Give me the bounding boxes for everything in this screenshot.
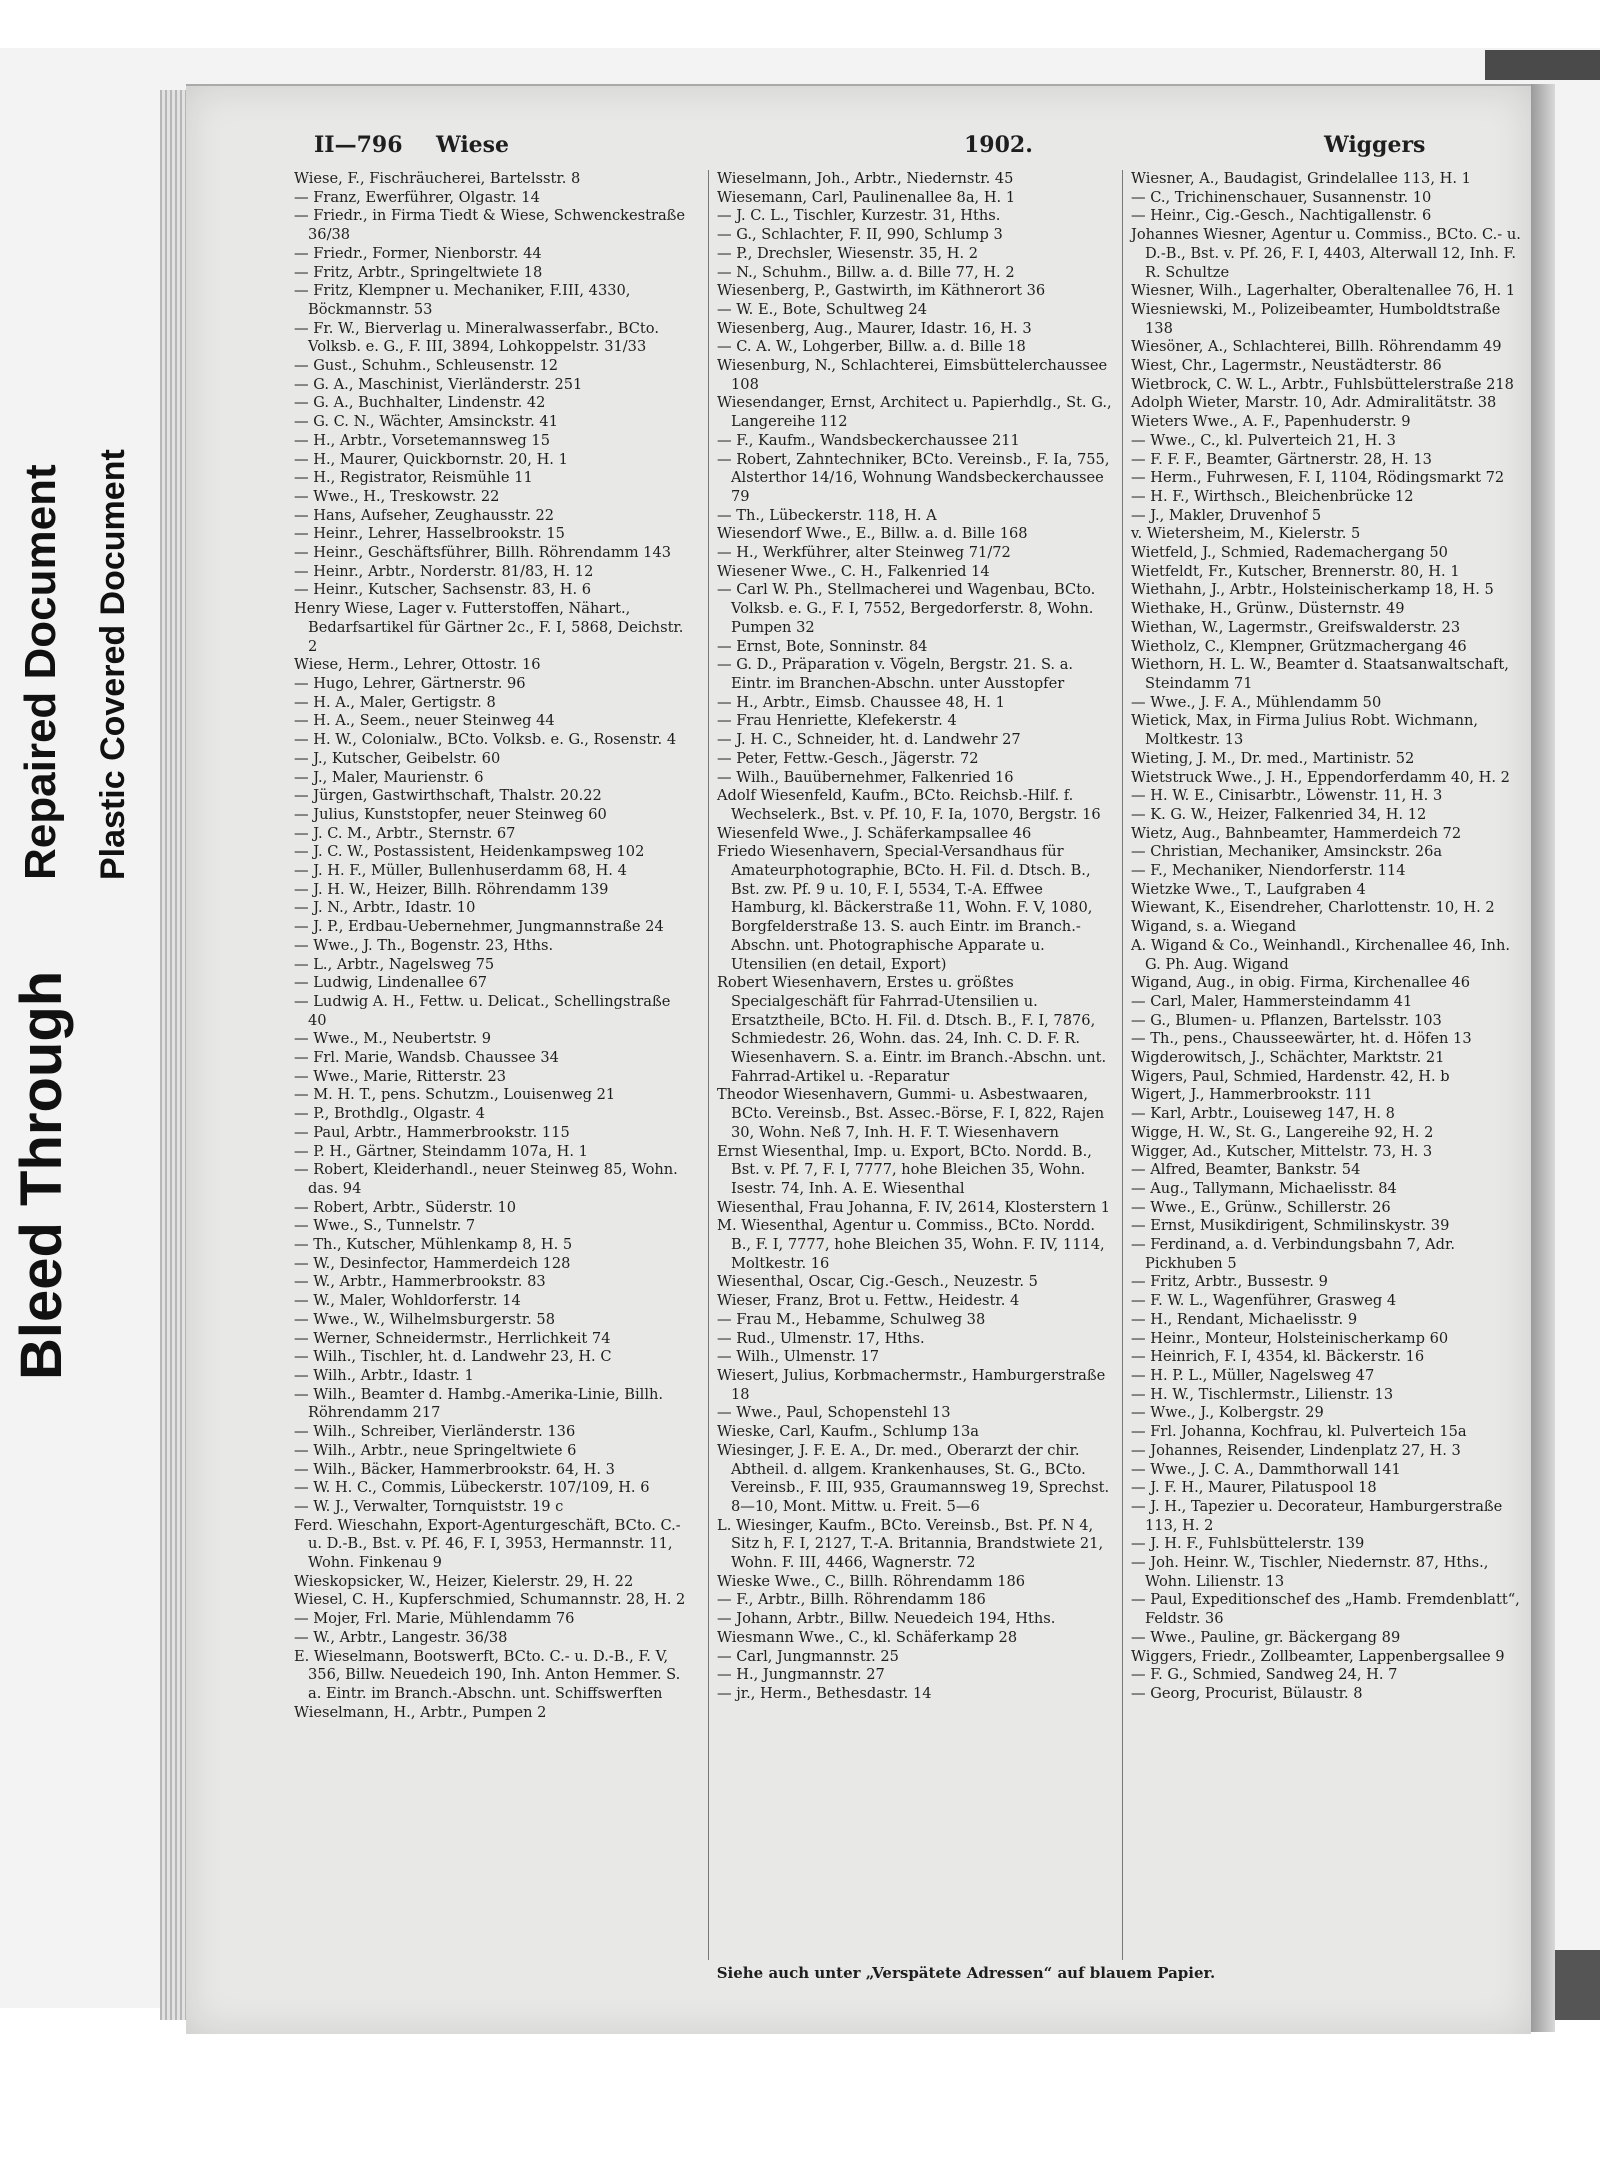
directory-entry: A. Wigand & Co., Weinhandl., Kirchenallee 46, Inh. G. Ph. Aug. Wigand [1131,936,1510,973]
directory-entry: — J., Makler, Druvenhof 5 [1131,506,1322,524]
directory-entry: — Franz, Ewerführer, Olgastr. 14 [294,188,540,206]
directory-entry: L. Wiesinger, Kaufm., BCto. Vereinsb., Bst. Pf. N 4, Sitz h, F. I, 2127, T.-A. Britannia, Brandstwiete 21, Wohn. F. III, 4466, Wagnerstr. 72 [717,1516,1104,1572]
directory-entry: Wietz, Aug., Bahnbeamter, Hammerdeich 72 [1131,824,1462,842]
directory-entry: — P. H., Gärtner, Steindamm 107a, H. 1 [294,1142,588,1160]
directory-entry: — J. F. H., Maurer, Pilatuspool 18 [1131,1479,1377,1497]
directory-entry: — J. N., Arbtr., Idastr. 10 [294,899,476,917]
directory-entry: — Werner, Schneidermstr., Herrlichkeit 74 [294,1329,611,1347]
directory-entry: — Aug., Tallymann, Michaelisstr. 84 [1131,1179,1397,1197]
directory-entry: Wiggers, Friedr., Zollbeamter, Lappenbergsallee 9 [1131,1647,1505,1665]
directory-entry: — Alfred, Beamter, Bankstr. 54 [1131,1161,1361,1179]
directory-entry: — H., Maurer, Quickbornstr. 20, H. 1 [294,450,568,468]
directory-entry: Wietfeldt, Fr., Kutscher, Brennerstr. 80, H. 1 [1131,562,1460,580]
directory-entry: — W., Arbtr., Langestr. 36/38 [294,1628,508,1646]
directory-entry: — Peter, Fettw.-Gesch., Jägerstr. 72 [717,749,979,767]
directory-entry: — J. H. F., Fuhlsbüttelerstr. 139 [1131,1535,1365,1553]
directory-entry: Wiese, Herm., Lehrer, Ottostr. 16 [294,656,541,674]
directory-entry: Wieskopsicker, W., Heizer, Kielerstr. 29, H. 22 [294,1572,634,1590]
directory-entry: Wieser, Franz, Brot u. Fettw., Heidestr. 4 [717,1292,1020,1310]
directory-entry: — Wilh., Beamter d. Hambg.-Amerika-Linie, Billh. Röhrendamm 217 [294,1385,664,1422]
directory-entry: Wiesner, Wilh., Lagerhalter, Oberaltenallee 76, H. 1 [1131,282,1516,300]
directory-entry: — Wwe., Paul, Schopenstehl 13 [717,1404,951,1422]
directory-entry: Wigand, Aug., in obig. Firma, Kirchenallee 46 [1131,974,1471,992]
directory-entry: — Robert, Arbtr., Süderstr. 10 [294,1198,517,1216]
directory-entry: — J. C. M., Arbtr., Sternstr. 67 [294,824,516,842]
directory-entry: Wigers, Paul, Schmied, Hardenstr. 42, H. b [1131,1067,1450,1085]
directory-entry: — Robert, Kleiderhandl., neuer Steinweg 85, Wohn. das. 94 [294,1161,678,1197]
bleed-through-label: Bleed Through [9,970,74,1380]
directory-entry: Wietick, Max, in Firma Julius Robt. Wichmann, Moltkestr. 13 [1131,712,1479,749]
directory-entry: Wiesendanger, Ernst, Architect u. Papierhdlg., St. G., Langereihe 112 [717,394,1112,431]
directory-entry: — Wwe., J. Th., Bogenstr. 23, Hths. [294,936,554,954]
directory-entry: — H. A., Maler, Gertigstr. 8 [294,693,496,711]
directory-entry: Theodor Wiesenhavern, Gummi- u. Asbestwaaren, BCto. Vereinsb., Bst. Assec.-Börse, F. I, 822, Rajen 30, Wohn. Neß 7, Inh. H. F. T. Wiesenhavern [717,1086,1105,1141]
directory-entry: — G. A., Maschinist, Vierländerstr. 251 [294,375,583,393]
directory-entry: — G. A., Buchhalter, Lindenstr. 42 [294,394,546,412]
directory-entry: Wiesenthal, Frau Johanna, F. IV, 2614, Klosterstern 1 [717,1198,1111,1216]
directory-entry: Robert Wiesenhavern, Erstes u. größtes Specialgeschäft für Fahrrad-Utensilien u. Ersatztheile, BCto. H. Fil. d. Dtsch. B., F. I, 7876, Schmiedestr. 26, Wohn. das. 24, Inh. C. D. F. R. Wiesenhavern. S. a. Eintr. im Branch.-Abschn. unt. Fahrrad-Artikel u. -Reparatur [717,974,1107,1085]
directory-entry: — H. A., Seem., neuer Steinweg 44 [294,712,555,730]
directory-entry: — H., Arbtr., Eimsb. Chaussee 48, H. 1 [717,693,1005,711]
directory-entry: — Fr. W., Bierverlag u. Mineralwasserfabr., BCto. Volksb. e. G., F. III, 3894, Lohkoppelstr. 31/33 [294,319,659,356]
directory-entry: Wiewant, K., Eisendreher, Charlottenstr. 10, H. 2 [1131,899,1495,917]
directory-entry: — W. J., Verwalter, Tornquiststr. 19 c [294,1497,564,1515]
directory-entry: — F., Kaufm., Wandsbeckerchaussee 211 [717,431,1020,449]
directory-entry: Wietzke Wwe., T., Laufgraben 4 [1131,880,1366,898]
directory-entry: Wietfeld, J., Schmied, Rademachergang 50 [1131,544,1448,562]
directory-entry: — G., Schlachter, F. II, 990, Schlump 3 [717,226,1003,244]
directory-entry: Wieske, Carl, Kaufm., Schlump 13a [717,1423,979,1441]
directory-entry: — J. C. W., Postassistent, Heidenkampsweg 102 [294,843,645,861]
directory-entry: — W. H. C., Commis, Lübeckerstr. 107/109, H. 6 [294,1479,650,1497]
directory-entry: — Wilh., Bäcker, Hammerbrookstr. 64, H. 3 [294,1460,615,1478]
directory-entry: M. Wiesenthal, Agentur u. Commiss., BCto. Nordd. B., F. I, 7777, hohe Bleichen 35, Wohn. F. IV, 1114, Moltkestr. 16 [717,1217,1105,1272]
directory-entry: — M. H. T., pens. Schutzm., Louisenweg 21 [294,1086,616,1104]
directory-entry: — J. H., Tapezier u. Decorateur, Hamburgerstraße 113, H. 2 [1131,1497,1503,1534]
directory-entry: Wiethan, W., Lagermstr., Greifswalderstr. 23 [1131,618,1461,636]
directory-entry: — H., Registrator, Reismühle 11 [294,469,533,487]
footnote: Siehe auch unter „Verspätete Adressen“ auf blauem Papier. [716,1964,1216,1982]
directory-entry: Wiesener Wwe., C. H., Falkenried 14 [717,562,990,580]
directory-entry: Wiesinger, J. F. E. A., Dr. med., Oberarzt der chir. Abtheil. d. allgem. Krankenhauses, St. G., BCto. Vereinsb., F. III, 935, Graumannsweg 19, Sprechst. 8—10, Mont. Mittw. u. Freit. 5—6 [717,1441,1110,1515]
directory-entry: — Wilh., Bauübernehmer, Falkenried 16 [717,768,1014,786]
directory-entry: — W., Desinfector, Hammerdeich 128 [294,1254,571,1272]
directory-entry: — Ludwig, Lindenallee 67 [294,974,488,992]
directory-entry: — Wwe., S., Tunnelstr. 7 [294,1217,476,1235]
directory-entry: — Heinr., Geschäftsführer, Billh. Röhrendamm 143 [294,544,672,562]
directory-entry: — G., Blumen- u. Pflanzen, Bartelsstr. 103 [1131,1011,1442,1029]
directory-entry: — Carl, Maler, Hammersteindamm 41 [1131,992,1413,1010]
directory-entry: — Heinrich, F. I, 4354, kl. Bäckerstr. 16 [1131,1348,1425,1366]
column-middle [708,170,1113,1960]
directory-entry: — H., Rendant, Michaelisstr. 9 [1131,1310,1358,1328]
directory-entry: — G. C. N., Wächter, Amsinckstr. 41 [294,413,559,431]
directory-entry: — Frau Henriette, Klefekerstr. 4 [717,712,957,730]
directory-entry: — Ludwig A. H., Fettw. u. Delicat., Schellingstraße 40 [294,992,671,1029]
directory-entry: — Christian, Mechaniker, Amsinckstr. 26a [1131,843,1443,861]
directory-entry: Wiesemann, Carl, Paulinenallee 8a, H. 1 [717,188,1016,206]
directory-entry: — Karl, Arbtr., Louiseweg 147, H. 8 [1131,1105,1395,1123]
directory-entry: — Th., Lübeckerstr. 118, H. A [717,506,937,524]
directory-entry: — F., Arbtr., Billh. Röhrendamm 186 [717,1591,986,1609]
directory-entry: Wietbrock, C. W. L., Arbtr., Fuhlsbüttelerstraße 218 [1131,375,1514,393]
directory-entry: — Georg, Procurist, Bülaustr. 8 [1131,1684,1363,1702]
repaired-document-label: Repaired Document [16,464,65,880]
column-left [294,170,690,1960]
directory-entry: — Paul, Arbtr., Hammerbrookstr. 115 [294,1123,570,1141]
directory-entry: Wiese, F., Fischräucherei, Bartelsstr. 8 [294,170,581,187]
directory-entry: — G. D., Präparation v. Vögeln, Bergstr. 21. S. a. Eintr. im Branchen-Abschn. unter Ausstopfer [717,656,1074,692]
directory-entry: Wiesenfeld Wwe., J. Schäferkampsallee 46 [717,824,1032,842]
directory-entry: — jr., Herm., Bethesdastr. 14 [717,1684,932,1702]
directory-entry: Friedo Wiesenhavern, Special-Versandhaus für Amateurphotographie, BCto. H. Fil. d. Dtsch. B., Bst. zw. Pf. 9 u. 10, F. I, 5534, T.-A. Effwee Hamburg, kl. Bäckerstraße 11, Wohn. F. V, 1080, Borgfelderstraße 13. S. auch Eintr. im Branch.-Abschn. unt. Photographische Apparate u. Utensilien (en detail, Export) [717,843,1093,973]
directory-entry: — Jürgen, Gastwirthschaft, Thalstr. 20.22 [294,787,602,805]
directory-entry: Wigderowitsch, J., Schächter, Marktstr. 21 [1131,1049,1445,1067]
directory-entry: — J. C. L., Tischler, Kurzestr. 31, Hths. [717,207,1001,225]
directory-entry: — F. W. L., Wagenführer, Grasweg 4 [1131,1292,1397,1310]
directory-entry: Wigge, H. W., St. G., Langereihe 92, H. 2 [1131,1123,1434,1141]
directory-entry: — Carl W. Ph., Stellmacherei und Wagenbau, BCto. Volksb. e. G., F. I, 7552, Bergedorferstr. 8, Wohn. Pumpen 32 [717,581,1096,636]
directory-entry: — H., Werkführer, alter Steinweg 71/72 [717,544,1011,562]
directory-entry: — C. A. W., Lohgerber, Billw. a. d. Bille 18 [717,338,1026,356]
directory-entry: Wiesenberg, Aug., Maurer, Idastr. 16, H. 3 [717,319,1032,337]
directory-entry: — Wwe., J. C. A., Dammthorwall 141 [1131,1460,1401,1478]
directory-page [186,84,1531,2034]
directory-entry: Wiesenburg, N., Schlachterei, Eimsbüttelerchaussee 108 [717,357,1108,393]
directory-entry: — Julius, Kunststopfer, neuer Steinweg 60 [294,805,607,823]
directory-entry: Wiesniewski, M., Polizeibeamter, Humboldtstraße 138 [1131,300,1501,337]
directory-entry: — Wwe., W., Wilhelmsburgerstr. 58 [294,1310,555,1328]
directory-entry: — Hans, Aufseher, Zeughausstr. 22 [294,506,555,524]
directory-entry: — Paul, Expeditionschef des „Hamb. Fremdenblatt“, Feldstr. 36 [1131,1591,1520,1628]
page-year: 1902. [964,132,1033,158]
directory-entry: — Robert, Zahntechniker, BCto. Vereinsb., F. Ia, 755, Alsterthor 14/16, Wohnung Wandsbeckerchaussee 79 [717,450,1110,505]
directory-entry: Johannes Wiesner, Agentur u. Commiss., BCto. C.- u. D.-B., Bst. v. Pf. 26, F. I, 4403, Alterwall 12, Inh. F. R. Schultze [1131,226,1521,281]
directory-entry: Wigger, Ad., Kutscher, Mittelstr. 73, H. 3 [1131,1142,1433,1160]
directory-entry: — Heinr., Arbtr., Norderstr. 81/83, H. 12 [294,562,594,580]
directory-entry: — W., Maler, Wohldorferstr. 14 [294,1292,521,1310]
directory-entry: — Friedr., in Firma Tiedt & Wiese, Schwenckestraße 36/38 [294,207,686,244]
directory-entry: — Heinr., Monteur, Holsteinischerkamp 60 [1131,1329,1449,1347]
right-keyword: Wiggers [1324,132,1426,158]
directory-entry: Wiesel, C. H., Kupferschmied, Schumannstr. 28, H. 2 [294,1591,686,1609]
directory-entry: Adolf Wiesenfeld, Kaufm., BCto. Reichsb.-Hilf. f. Wechselerk., Bst. v. Pf. 10, F. Ia, 1070, Bergstr. 16 [717,787,1101,823]
directory-entry: — Frau M., Hebamme, Schulweg 38 [717,1310,986,1328]
directory-entry: Wiethahn, J., Arbtr., Holsteinischerkamp 18, H. 5 [1131,581,1494,599]
page-header [314,132,1514,168]
directory-entry: — Frl. Johanna, Kochfrau, kl. Pulverteich 15a [1131,1423,1467,1441]
directory-entry: Wiesendorf Wwe., E., Billw. a. d. Bille 168 [717,525,1028,543]
directory-entry: — Ernst, Musikdirigent, Schmilinskystr. 39 [1131,1217,1450,1235]
directory-entry: — J., Maler, Maurienstr. 6 [294,768,484,786]
book-page-edges [160,90,186,2020]
directory-entry: — Wwe., E., Grünw., Schillerstr. 26 [1131,1198,1391,1216]
directory-entry: Wieselmann, Joh., Arbtr., Niedernstr. 45 [717,170,1014,187]
directory-entry: — Wwe., Pauline, gr. Bäckergang 89 [1131,1628,1401,1646]
directory-entry: — H. F., Wirthsch., Bleichenbrücke 12 [1131,487,1414,505]
directory-entry: — H., Jungmannstr. 27 [717,1666,885,1684]
left-keyword: Wiese [436,132,510,158]
directory-entry: Wieske Wwe., C., Billh. Röhrendamm 186 [717,1572,1026,1590]
directory-entry: — H. W. E., Cinisarbtr., Löwenstr. 11, H. 3 [1131,787,1443,805]
directory-entry: Wigert, J., Hammerbrookstr. 111 [1131,1086,1373,1104]
directory-entry: — F., Mechaniker, Niendorferstr. 114 [1131,862,1406,880]
directory-entry: — Carl, Jungmannstr. 25 [717,1647,899,1665]
directory-entry: E. Wieselmann, Bootswerft, BCto. C.- u. D.-B., F. V, 356, Billw. Neuedeich 190, Inh. Anton Hemmer. S. a. Eintr. im Branch.-Abschn. unt. Schiffswerften [294,1647,681,1702]
directory-entry: — Wwe., J., Kolbergstr. 29 [1131,1404,1324,1422]
directory-entry: — F. F. F., Beamter, Gärtnerstr. 28, H. 13 [1131,450,1432,468]
directory-entry: — Ferdinand, a. d. Verbindungsbahn 7, Adr. Pickhuben 5 [1131,1236,1456,1272]
directory-entry: — Herm., Fuhrwesen, F. I, 1104, Rödingsmarkt 72 [1131,469,1505,487]
directory-entry: — Th., pens., Chausseewärter, ht. d. Höfen 13 [1131,1030,1472,1048]
directory-columns [294,170,1519,1960]
directory-entry: Wiesenberg, P., Gastwirth, im Käthnerort 36 [717,282,1046,300]
directory-entry: Wiethake, H., Grünw., Düsternstr. 49 [1131,600,1405,618]
column-right [1122,170,1527,1960]
directory-entry: — W. E., Bote, Schultweg 24 [717,300,927,318]
directory-entry: Adolph Wieter, Marstr. 10, Adr. Admiralitätstr. 38 [1131,394,1497,412]
directory-entry: Wieters Wwe., A. F., Papenhuderstr. 9 [1131,413,1411,431]
directory-entry: — J., Kutscher, Geibelstr. 60 [294,749,501,767]
directory-entry: — J. H. C., Schneider, ht. d. Landwehr 27 [717,731,1021,749]
directory-entry: — Wilh., Tischler, ht. d. Landwehr 23, H. C [294,1348,612,1366]
directory-entry: Wiesner, A., Baudagist, Grindelallee 113, H. 1 [1131,170,1471,187]
directory-entry: — H. W., Tischlermstr., Lilienstr. 13 [1131,1385,1394,1403]
directory-entry: — Wwe., J. F. A., Mühlendamm 50 [1131,693,1382,711]
directory-entry: Wietstruck Wwe., J. H., Eppendorferdamm 40, H. 2 [1131,768,1510,786]
directory-entry: Wiesenthal, Oscar, Cig.-Gesch., Neuzestr. 5 [717,1273,1038,1291]
directory-entry: — Wilh., Ulmenstr. 17 [717,1348,880,1366]
directory-entry: — Friedr., Former, Nienborstr. 44 [294,244,542,262]
directory-entry: — H. P. L., Müller, Nagelsweg 47 [1131,1367,1375,1384]
directory-entry: — Heinr., Lehrer, Hasselbrookstr. 15 [294,525,565,543]
directory-entry: — Heinr., Cig.-Gesch., Nachtigallenstr. 6 [1131,207,1432,225]
directory-entry: Wieselmann, H., Arbtr., Pumpen 2 [294,1703,547,1721]
directory-entry: — Wwe., C., kl. Pulverteich 21, H. 3 [1131,431,1396,449]
directory-entry: — Fritz, Klempner u. Mechaniker, F.III, 4330, Böckmannstr. 53 [294,282,631,318]
directory-entry: Henry Wiese, Lager v. Futterstoffen, Nähart., Bedarfsartikel für Gärtner 2c., F. I, 5868, Deichstr. 2 [294,600,684,655]
document-condition-labels [0,380,160,1440]
directory-entry: — Wwe., M., Neubertstr. 9 [294,1030,492,1048]
directory-entry: — N., Schuhm., Billw. a. d. Bille 77, H. 2 [717,263,1015,281]
directory-entry: — H., Arbtr., Vorsetemannsweg 15 [294,431,550,449]
directory-entry: — Fritz, Arbtr., Bussestr. 9 [1131,1273,1328,1291]
directory-entry: — W., Arbtr., Hammerbrookstr. 83 [294,1273,546,1291]
directory-entry: — Mojer, Frl. Marie, Mühlendamm 76 [294,1610,575,1628]
directory-entry: Wigand, s. a. Wiegand [1131,918,1297,936]
directory-entry: v. Wietersheim, M., Kielerstr. 5 [1131,525,1361,543]
plastic-covered-label: Plastic Covered Document [94,449,132,880]
directory-entry: — Ernst, Bote, Sonninstr. 84 [717,637,928,655]
directory-entry: — Th., Kutscher, Mühlenkamp 8, H. 5 [294,1236,573,1254]
directory-entry: Ferd. Wieschahn, Export-Agenturgeschäft, BCto. C.- u. D.-B., Bst. v. Pf. 46, F. I, 3953, Hermannstr. 11, Wohn. Finkenau 9 [294,1516,681,1572]
directory-entry: — Gust., Schuhm., Schleusenstr. 12 [294,357,559,375]
directory-entry: Ernst Wiesenthal, Imp. u. Export, BCto. Nordd. B., Bst. v. Pf. 7, F. I, 7777, hohe Bleichen 35, Wohn. Isestr. 74, Inh. A. E. Wiesenthal [717,1142,1092,1197]
directory-entry: — Johann, Arbtr., Billw. Neuedeich 194, Hths. [717,1610,1056,1628]
page-number: II—796 [314,132,403,158]
directory-entry: Wiesert, Julius, Korbmachermstr., Hamburgerstraße 18 [717,1367,1106,1403]
directory-entry: — Hugo, Lehrer, Gärtnerstr. 96 [294,674,526,692]
directory-entry: — Wwe., Marie, Ritterstr. 23 [294,1067,507,1085]
directory-entry: — C., Trichinenschauer, Susannenstr. 10 [1131,188,1432,206]
directory-entry: — Rud., Ulmenstr. 17, Hths. [717,1329,925,1347]
directory-entry: — Heinr., Kutscher, Sachsenstr. 83, H. 6 [294,581,592,599]
directory-entry: — F. G., Schmied, Sandweg 24, H. 7 [1131,1666,1398,1684]
directory-entry: — Frl. Marie, Wandsb. Chaussee 34 [294,1049,559,1067]
directory-entry: — J. H. F., Müller, Bullenhuserdamm 68, H. 4 [294,862,627,880]
directory-entry: — J. H. W., Heizer, Billh. Röhrendamm 139 [294,880,609,898]
directory-entry: — K. G. W., Heizer, Falkenried 34, H. 12 [1131,805,1427,823]
directory-entry: Wiesöner, A., Schlachterei, Billh. Röhrendamm 49 [1131,338,1502,356]
directory-entry: Wiethorn, H. L. W., Beamter d. Staatsanwaltschaft, Steindamm 71 [1131,656,1509,692]
directory-entry: — Wilh., Arbtr., neue Springeltwiete 6 [294,1441,577,1459]
directory-entry: — Wwe., H., Treskowstr. 22 [294,487,500,505]
directory-entry: Wietholz, C., Klempner, Grützmachergang 46 [1131,637,1467,655]
directory-entry: Wiest, Chr., Lagermstr., Neustädterstr. 86 [1131,357,1442,375]
directory-entry: — J. P., Erdbau-Uebernehmer, Jungmannstraße 24 [294,918,664,936]
corner-tab-top [1485,50,1600,80]
directory-entry: Wiesmann Wwe., C., kl. Schäferkamp 28 [717,1628,1018,1646]
directory-entry: — P., Brothdlg., Olgastr. 4 [294,1105,485,1123]
directory-entry: — Johannes, Reisender, Lindenplatz 27, H. 3 [1131,1441,1461,1459]
page-right-edge [1531,84,1555,2032]
directory-entry: — L., Arbtr., Nagelsweg 75 [294,955,495,973]
directory-entry: — P., Drechsler, Wiesenstr. 35, H. 2 [717,244,979,262]
directory-entry: — H. W., Colonialw., BCto. Volksb. e. G., Rosenstr. 4 [294,731,677,749]
directory-entry: Wieting, J. M., Dr. med., Martinistr. 52 [1131,749,1415,767]
directory-entry: — Wilh., Schreiber, Vierländerstr. 136 [294,1423,576,1441]
directory-entry: — Joh. Heinr. W., Tischler, Niedernstr. 87, Hths., Wohn. Lilienstr. 13 [1131,1554,1489,1590]
directory-entry: — Wilh., Arbtr., Idastr. 1 [294,1367,474,1384]
directory-entry: — Fritz, Arbtr., Springeltwiete 18 [294,263,543,281]
